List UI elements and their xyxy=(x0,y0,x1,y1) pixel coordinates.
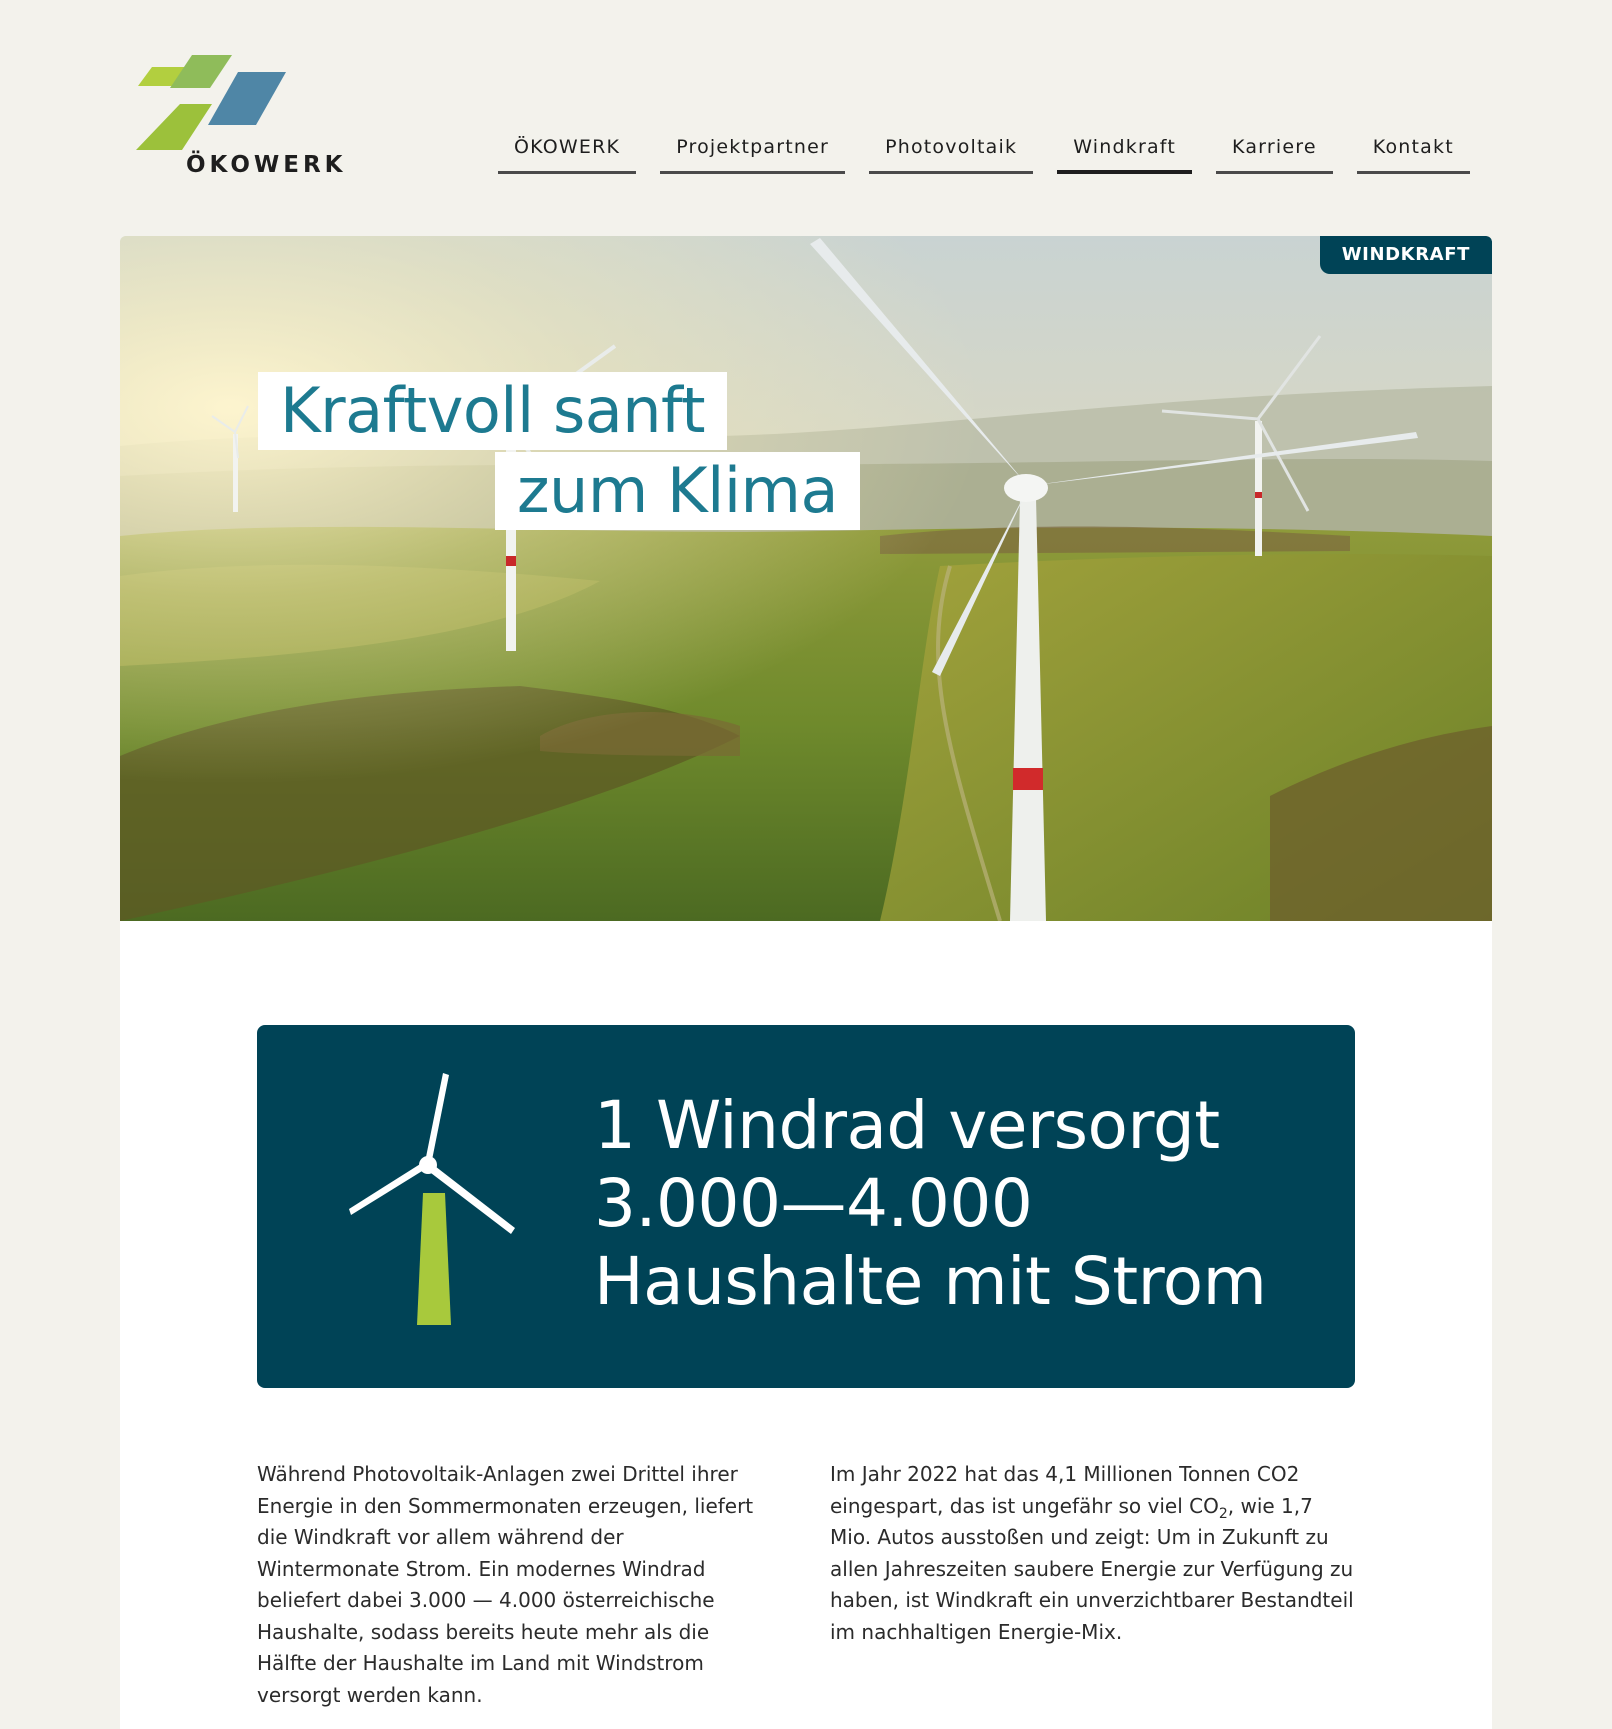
wind-farm-landscape-image xyxy=(120,236,1492,921)
okowerk-logo[interactable] xyxy=(130,52,360,182)
nav-item-photovoltaik[interactable]: Photovoltaik xyxy=(869,136,1033,174)
logo-wordmark: ÖKOWERK xyxy=(186,152,347,178)
hero-headline-line2: zum Klima xyxy=(495,452,860,530)
logo-mark-icon xyxy=(130,52,300,157)
fact-line3: Haushalte mit Strom xyxy=(594,1243,1267,1320)
body-text-right xyxy=(830,1459,1360,1648)
hero-banner xyxy=(120,236,1492,921)
fact-line1: 1 Windrad versorgt xyxy=(594,1087,1220,1164)
fact-box xyxy=(257,1025,1355,1388)
body-text-left: Während Photovoltaik-Anlagen zwei Drittel ihrer Energie in den Sommermonaten erzeugen, liefert die Windkraft vor allem während der Wintermonate Strom. Ein modernes Windrad beliefert dabei 3.000 — 4.000 österreichische Haushalte, sodass bereits heute mehr als die Hälfte der Haushalte im Land mit Windstrom versorgt werden kann. xyxy=(257,1462,754,1707)
content-section xyxy=(120,921,1492,1729)
fact-statement xyxy=(594,1087,1266,1321)
nav-item-projektpartner[interactable]: Projektpartner xyxy=(660,136,845,174)
body-text-right-part1: Im Jahr 2022 hat das 4,1 Millionen Tonnen CO2 eingespart, das ist ungefähr so viel CO xyxy=(830,1462,1300,1518)
main-navigation xyxy=(498,136,1470,174)
body-text-right-part2: , wie 1,7 Mio. Autos ausstoßen und zeigt: Um in Zukunft zu allen Jahreszeiten saubere Energie zur Verfügung zu haben, ist Windkraft ein unverzichtbarer Bestandteil im nachhaltigen Energie-Mix. xyxy=(830,1493,1354,1644)
co2-subscript: 2 xyxy=(1218,1505,1228,1522)
nav-item-windkraft[interactable]: Windkraft xyxy=(1057,136,1192,174)
nav-item-kontakt[interactable]: Kontakt xyxy=(1357,136,1470,174)
section-badge: WINDKRAFT xyxy=(1320,236,1492,274)
wind-turbine-icon xyxy=(257,1025,557,1388)
fact-line2: 3.000—4.000 xyxy=(594,1165,1033,1242)
hero-headline-line1: Kraftvoll sanft xyxy=(258,372,727,450)
nav-item-karriere[interactable]: Karriere xyxy=(1216,136,1333,174)
nav-item-okowerk[interactable]: ÖKOWERK xyxy=(498,136,636,174)
